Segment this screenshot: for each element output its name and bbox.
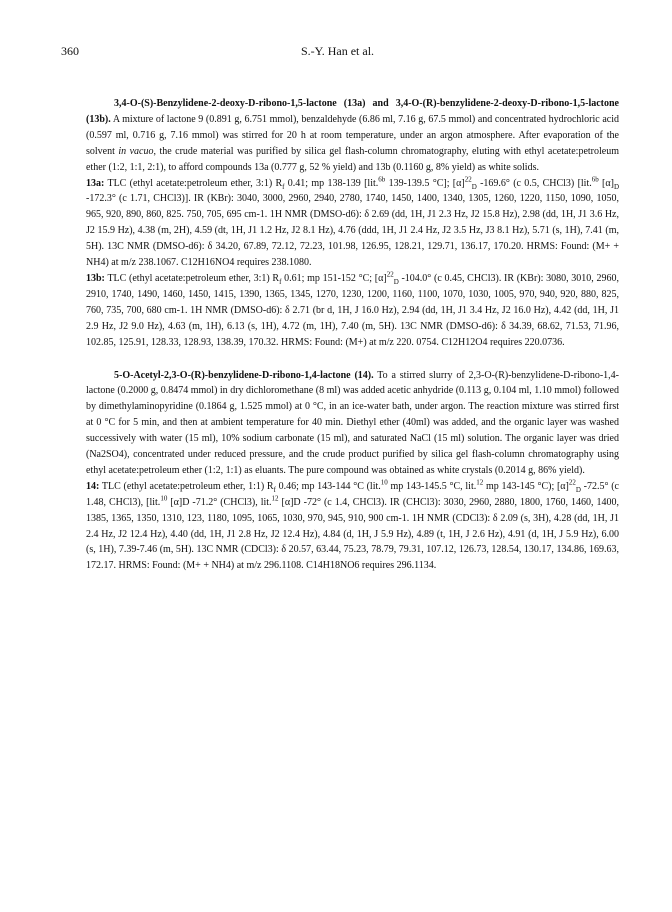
compound-13a-text-1: TLC (ethyl acetate:petroleum ether, 3:1) R xyxy=(107,177,283,189)
section-13-italic: in vacuo xyxy=(118,145,154,157)
compound-14-text-6: [α]D -71.2° (CHCl3), lit. xyxy=(170,496,272,508)
compound-13a-text-5: [α] xyxy=(602,177,614,189)
temp-superscript: 22 xyxy=(568,478,576,487)
compound-13b-label: 13b: xyxy=(86,272,105,284)
compound-13b-text-1: TLC (ethyl acetate:petroleum ether, 3:1) R xyxy=(107,272,280,284)
compound-14-text-1: TLC (ethyl acetate:petroleum ether, 1:1) R xyxy=(101,480,274,492)
compound-14-text-5: -72.5° (c 1.48, CHCl3), [lit. xyxy=(86,480,619,508)
section-gap xyxy=(86,351,619,368)
rf-subscript: f xyxy=(282,182,285,191)
page-number: 360 xyxy=(61,44,79,58)
compound-14-text-7: [α]D -72° (c 1.4, CHCl3). IR (CHCl3): 3030, 2960, 2880, 1800, 1760, 1460, 1400, 1385, 1365, 1350, 1310, 123, 1180, 1095, 1065, 1030, 970, 945, 910, 900 cm-1. 1H NMR (CDCl3): δ 2.09 (s, 3H), 4.28 (dd, 1H, J1 2.4 Hz, J2 12.4 Hz), 4.40 (dd, 1H, J1 2.8 Hz, J2 12.4 Hz), 4.84 (d, 1H, J 5.9 Hz), 4.89 (t, 1H, J 2.6 Hz), 4.91 (d, 1H, J 5.9 Hz), 6.00 (s, 1H), 7.39-7.46 (m, 5H). 13C NMR (CDCl3): δ 20.57, 63.44, 75.23, 78.79, 79.31, 107.12, 126.73, 128.54, 130.17, 134.86, 169.63, 172.17. HRMS: Found: (M+ + NH4) at m/z 296.1108. C14H18NO6 requires 296.1134. xyxy=(86,496,619,572)
section-13-text: A mixture of lactone 9 (0.891 g, 6.751 mmol), benzaldehyde (6.86 ml, 7.16 g, 67.5 mmol) and concentrated hydrochloric acid (0.597 ml, 0.716 g, 7.16 mmol) was stirred for 20 h at room temperature, under an argon atmosphere. After evaporation of the solvent xyxy=(86,113,619,157)
section-14-title: 5-O-Acetyl-2,3-O-(R)-benzylidene-D-ribono-1,4-lactone (14). xyxy=(114,369,374,381)
compound-13a-data xyxy=(86,176,619,271)
compound-13a-text-3: 139-139.5 °C]; [α] xyxy=(388,177,465,189)
ref-superscript: 10 xyxy=(380,478,388,487)
compound-13a-text-4: -169.6° (c 0.5, CHCl3) [lit. xyxy=(480,177,592,189)
compound-13a-text-6: -172.3° (c 1.71, CHCl3)]. IR (KBr): 3040, 3000, 2960, 2940, 2780, 1740, 1450, 1400, 1340, 1305, 1260, 1220, 1150, 1090, 1050, 965, 920, 890, 860, 825. 750, 705, 695 cm-1. 1H NMR (DMSO-d6): δ 2.69 (dd, 1H, J1 2.3 Hz, J2 15.8 Hz), 2.98 (dd, 1H, J1 3.6 Hz, J2 15.9 Hz), 4.38 (m, 2H), 4.59 (dt, 1H, J1 1.2 Hz, J2 8.1 Hz), 4.76 (ddd, 1H, J1 2.4 Hz, J2 3.5 Hz, J3 8.1 Hz), 5.71 (s, 1H), 7.41 (m, 5H). 13C NMR (DMSO-d6): δ 34.20, 67.89, 72.12, 72.23, 101.98, 126.95, 128.21, 129.71, 136.17, 170.20. HRMS: Found: (M+ + NH4) at m/z 238.1067. C12H16NO4 requires 238.1080. xyxy=(86,193,619,269)
d-subscript: D xyxy=(393,277,399,286)
compound-14-text-3: mp 143-145.5 °C, lit. xyxy=(390,480,477,492)
compound-13b-text-2: 0.61; mp 151-152 °C; [α] xyxy=(284,272,387,284)
running-header xyxy=(61,44,614,60)
d-subscript: D xyxy=(471,182,477,191)
compound-14-data xyxy=(86,479,619,574)
ref-superscript: 10 xyxy=(160,494,168,503)
compound-13a-text-2: 0.41; mp 138-139 [lit. xyxy=(287,177,379,189)
section-13-procedure xyxy=(86,96,619,176)
author-line: S.-Y. Han et al. xyxy=(300,44,375,58)
ref-superscript: 6b xyxy=(591,175,599,184)
compound-13a-label: 13a: xyxy=(86,177,105,189)
compound-14-text-2: 0.46; mp 143-144 °C (lit. xyxy=(278,480,381,492)
rf-subscript: f xyxy=(273,485,276,494)
d-subscript: D xyxy=(575,485,581,494)
compound-14-text-4: mp 143-145 °C); [α] xyxy=(485,480,569,492)
section-13-text-cont: , the crude material was purified by silica gel flash-column chromatography, eluting with ethyl acetate:petroleum ether (1:2, 1:1, 2:1), to afford compounds 13a (0.777 g, 52 % yield) and 13b (0.1160 g, 8% yield) as white solids. xyxy=(86,145,619,173)
temp-superscript: 22 xyxy=(464,175,472,184)
compound-13b-data xyxy=(86,271,619,351)
section-14-procedure xyxy=(86,368,619,479)
compound-13b-text-3: -104.0° (c 0.45, CHCl3). IR (KBr): 3080, 3010, 2960, 2910, 1740, 1490, 1460, 1450, 1415, 1390, 1365, 1345, 1270, 1230, 1200, 1160, 1100, 1070, 1030, 1005, 970, 940, 920, 880, 825, 760, 735, 700, 680 cm-1. 1H NMR (DMSO-d6): δ 2.71 (br d, 1H, J 16.0 Hz), 2.94 (dd, 1H, J1 3.4 Hz, J2 16.0 Hz), 4.42 (dd, 1H, J1 2.9 Hz, J2 9.0 Hz), 4.63 (m, 1H), 6.13 (s, 1H), 4.72 (m, 1H), 7.40 (m, 5H). 13C NMR (DMSO-d6): δ 34.39, 68.62, 71.53, 71.96, 102.85, 125.91, 128.33, 128.93, 138.39, 170.32. HRMS: Found: (M+) at m/z 220. 0754. C12H12O4 requires 220.0736. xyxy=(86,272,619,348)
temp-superscript: 22 xyxy=(386,270,394,279)
section-14-text: To a stirred slurry of 2,3-O-(R)-benzylidene-D-ribono-1,4-lactone (0.2000 g, 0.8474 mmol) in dry dichloromethane (8 ml) was added acetic anhydride (0.113 g, 0.104 ml, 1.10 mmol) followed by dimethylaminopyridine (0.1864 g, 1.525 mmol) at 0 °C, in an ice-water bath, under argon. The reaction mixture was stirred first at 0 °C for 5 min, and then at ambient temperature for 40 min. Diethyl ether (40ml) was added, and the organic layer was washed successively with water (15 ml), 10% sodium carbonate (15 ml), and saturated NaCl (15 ml) solution. The organic layer was dried (Na2SO4), concentrated under reduced pressure, and the crude product purified by silica gel flash-column chromatography using ethyl acetate:petroleum ether (1:2, 1:1) as eluants. The pure compound was obtained as white crystals (0.2014 g, 86% yield). xyxy=(86,369,619,476)
section-13-title: 3,4-O-(S)-Benzylidene-2-deoxy-D-ribono-1,5-lactone (13a) and 3,4-O-(R)-benzylidene-2-deoxy-D-ribono-1,5-lactone (13b). xyxy=(86,98,619,125)
compound-14-label: 14: xyxy=(86,480,100,492)
ref-superscript: 12 xyxy=(476,478,484,487)
ref-superscript: 12 xyxy=(271,494,279,503)
ref-superscript: 6b xyxy=(378,175,386,184)
rf-subscript: f xyxy=(279,277,282,286)
body-text xyxy=(86,96,619,574)
d-subscript: D xyxy=(613,182,620,191)
